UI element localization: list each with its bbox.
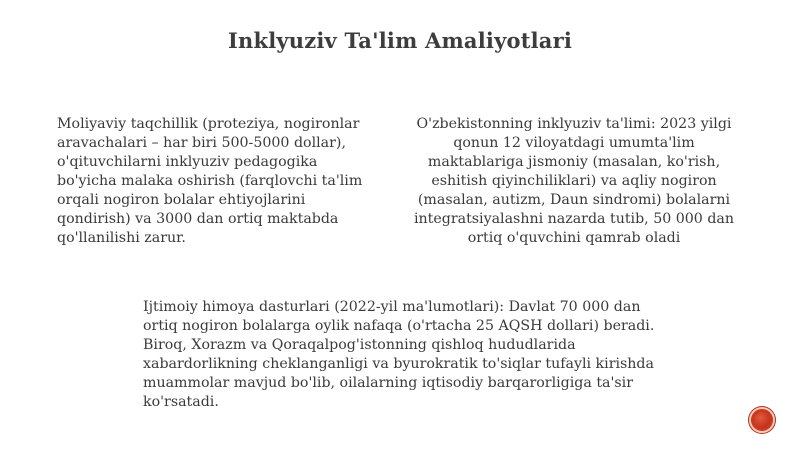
slide-title: Inklyuziv Ta'lim Amaliyotlari <box>227 28 573 53</box>
circle-icon <box>754 412 770 428</box>
right-text-block: O'zbekistonning inklyuziv ta'limi: 2023 yilgi qonun 12 viloyatdagi umumta'lim maktablariga jismoniy (masalan, ko'rish, eshitish qiyinchiliklari) va aqliy nogiron (masalan, autizm, Daun sindromi) bolalarni integratsiyalashni nazarda tutib, 50 000 dan ortiq o'quvchini qamrab oladi <box>413 116 735 246</box>
bottom-text-block: Ijtimoiy himoya dasturlari (2022-yil ma'lumotlari): Davlat 70 000 dan ortiq nogiron bolalarga oylik nafaqa (o'rtacha 25 AQSH dollari) beradi. Biroq, Xorazm va Qoraqalpog'istonning qishloq hududlarida xabardorlikning cheklanganligi va byurokratik to'siqlar tufayli kirishda muammolar mavjud bo'lib, oilalarning iqtisodiy barqarorligiga ta'sir ko'rsatadi. <box>143 299 655 410</box>
next-slide-button[interactable] <box>749 407 775 433</box>
left-text-block: Moliyaviy taqchillik (proteziya, nogironlar aravachalari – har biri 500-5000 dollar), o'qituvchilarni inklyuziv pedagogika bo'yicha malaka oshirish (farqlovchi ta'lim orqali nogiron bolalar ehtiyojlarini qondirish) va 3000 dan ortiq maktabda qo'llanilishi zarur. <box>57 116 363 246</box>
